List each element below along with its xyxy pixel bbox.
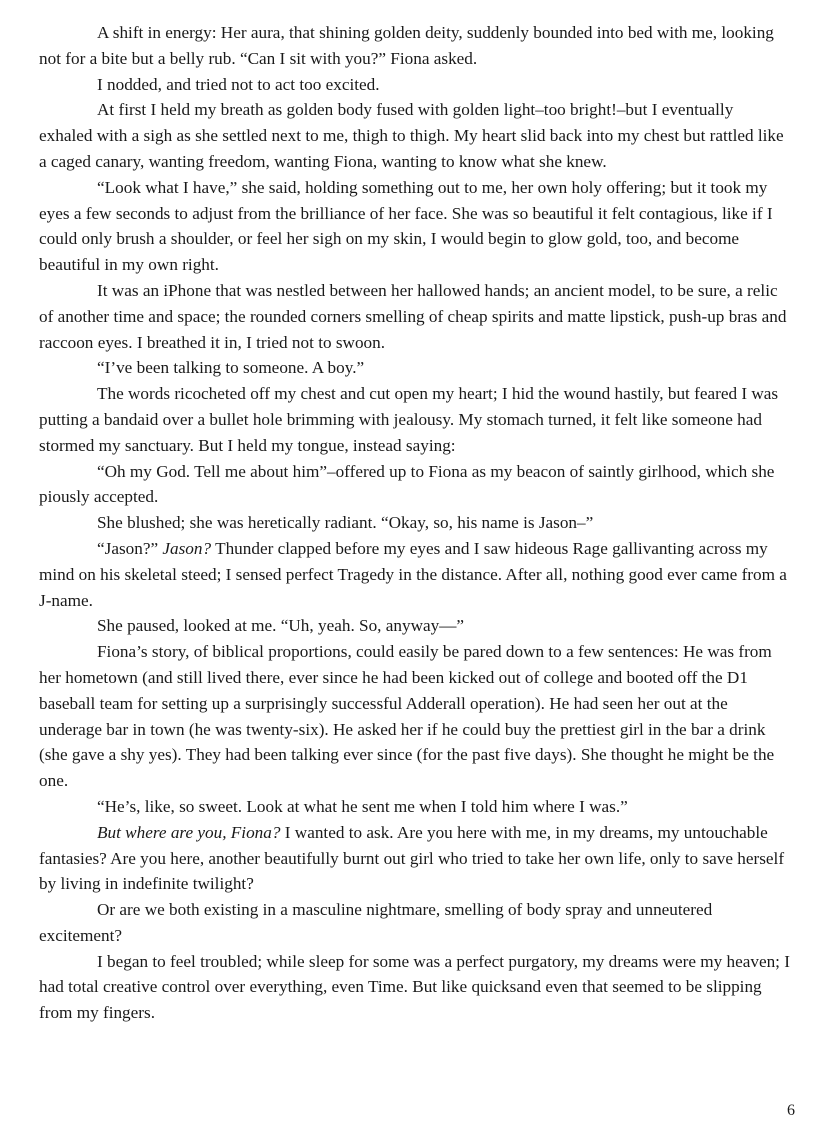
paragraph-text: She paused, looked at me. “Uh, yeah. So, anyway—” [97,616,465,636]
paragraph-text: I wanted to ask. Are you here with me, in my dreams, my untouchable fantasies? Are you here, another beautifully burnt out girl who tried to take her own life, only to save herself by living in indefinite twilight? [39,822,785,894]
paragraph-text: I began to feel troubled; while sleep for some was a perfect purgatory, my dreams were my heaven; I had total creative control over everything, even Time. But like quicksand even that seemed to be slipping from my fingers. [39,951,790,1023]
paragraph [39,175,791,278]
paragraph-text: A shift in energy: Her aura, that shining golden deity, suddenly bounded into bed with me, looking not for a bite but a belly rub. “Can I sit with you?” Fiona asked. [39,23,774,68]
paragraph-text: At first I held my breath as golden body fused with golden light–too bright!–but I eventually exhaled with a sigh as she settled next to me, thigh to thigh. My heart slid back into my chest but rattled like a caged canary, wanting freedom, wanting Fiona, wanting to know what she knew. [39,100,784,171]
paragraph [39,97,791,174]
paragraph-text: Or are we both existing in a masculine nightmare, smelling of body spray and unneutered excitement? [39,900,713,945]
paragraph-text: Thunder clapped before my eyes and I saw hideous Rage gallivanting across my mind on his skeletal steed; I sensed perfect Tragedy in the distance. After all, nothing good ever came from a J-name. [39,538,787,610]
paragraph [39,820,791,897]
paragraph-text: Fiona’s story, of biblical proportions, could easily be pared down to a few sentences: He was from her hometown (and still lived there, ever since he had been kicked out of college and booted off the D1 baseball team for setting up a surprisingly successful Adderall operation). He had seen her out at the underage bar in town (he was twenty-six). He asked her if he could buy the prettiest girl in the bar a drink (she gave a shy yes). They had been talking ever since (for the past five days). She thought he might be the one. [39,642,775,791]
italic-text: But where are you, Fiona? [97,822,281,842]
paragraph-text: The words ricocheted off my chest and cut open my heart; I hid the wound hastily, but feared I was putting a bandaid over a bullet hole brimming with jealousy. My stomach turned, it felt like someone had stormed my sanctuary. But I held my tongue, instead saying: [39,384,779,455]
paragraph-text: She blushed; she was heretically radiant. “Okay, so, his name is Jason–” [97,513,594,533]
paragraph [39,72,791,98]
paragraph [39,536,791,613]
paragraph [39,897,791,949]
paragraph-text: “Oh my God. Tell me about him”–offered up to Fiona as my beacon of saintly girlhood, which she piously accepted. [39,461,775,507]
paragraph [39,355,791,381]
paragraph-text: “I’ve been talking to someone. A boy.” [97,358,365,378]
paragraph-text: “Look what I have,” she said, holding something out to me, her own holy offering; but it took my eyes a few seconds to adjust from the brilliance of her face. She was so beautiful it felt contagious, like if I could only brush a shoulder, or feel her sigh on my skin, I would begin to glow gold, too, and become beautiful in my own right. [39,177,773,275]
document-body [39,20,791,1026]
paragraph [39,381,791,458]
paragraph-text: “Jason?” [97,538,163,558]
paragraph [39,949,791,1026]
paragraph [39,639,791,794]
paragraph-text: “He’s, like, so sweet. Look at what he sent me when I told him where I was.” [97,796,628,816]
italic-text: Jason? [162,538,212,558]
paragraph-text: It was an iPhone that was nestled between her hallowed hands; an ancient model, to be sure, a relic of another time and space; the rounded corners smelling of cheap spirits and matte lipstick, push-up bras and raccoon eyes. I breathed it in, I tried not to swoon. [39,280,787,352]
paragraph-text: I nodded, and tried not to act too excited. [97,74,380,94]
paragraph [39,278,791,355]
page-number: 6 [787,1102,795,1119]
paragraph [39,510,791,536]
paragraph [39,613,791,639]
paragraph [39,794,791,820]
paragraph [39,459,791,511]
paragraph [39,20,791,72]
